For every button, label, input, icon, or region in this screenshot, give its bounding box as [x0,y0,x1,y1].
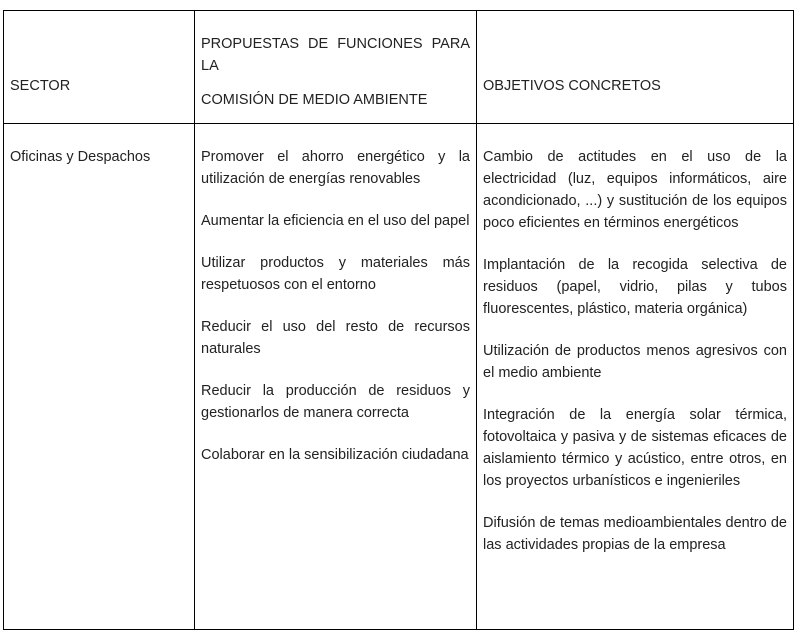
proposal-item: Utilizar productos y materiales más respetuosos con el entorno [201,255,470,293]
header-sector-cell [4,11,195,124]
sector-cell [4,124,195,630]
objectives-list [483,146,787,556]
objective-item: Integración de la energía solar térmica, fotovoltaica y pasiva y de sistemas eficaces de aislamiento térmico y acústico, entre otros, en los proyectos urbanísticos e ingenieriles [483,407,787,489]
proposal-item: Aumentar la eficiencia en el uso del papel [201,213,470,229]
sector-name: Oficinas y Despachos [10,149,151,165]
objective-item: Cambio de actitudes en el uso de la electricidad (luz, equipos informáticos, aire acondicionado, ...) y sustitución de los equipos poco eficientes en términos energéticos [483,149,787,231]
objectives-cell [477,124,794,630]
header-proposals-line1: PROPUESTAS DE FUNCIONES PARA [201,36,470,52]
proposal-item: Reducir la producción de residuos y gestionarlos de manera correcta [201,383,470,421]
proposals-cell [195,124,477,630]
objective-item: Utilización de productos menos agresivos con el medio ambiente [483,343,787,381]
objective-item: Difusión de temas medioambientales dentro de las actividades propias de la empresa [483,515,787,553]
header-proposals-cell [195,11,477,124]
header-proposals-line3: COMISIÓN DE MEDIO AMBIENTE [201,92,428,108]
proposals-list [201,146,470,466]
header-proposals-line2: LA [201,58,219,74]
header-sector-label: SECTOR [10,78,71,94]
proposal-item: Promover el ahorro energético y la utilización de energías renovables [201,149,470,187]
header-objectives-label: OBJETIVOS CONCRETOS [483,78,661,94]
header-objectives-cell [477,11,794,124]
environment-commission-table [3,10,794,630]
objective-item: Implantación de la recogida selectiva de residuos (papel, vidrio, pilas y tubos fluorescentes, plástico, materia orgánica) [483,257,787,317]
table-row [4,124,794,630]
proposal-item: Colaborar en la sensibilización ciudadana [201,447,469,463]
table-header-row [4,11,794,124]
proposal-item: Reducir el uso del resto de recursos naturales [201,319,470,357]
